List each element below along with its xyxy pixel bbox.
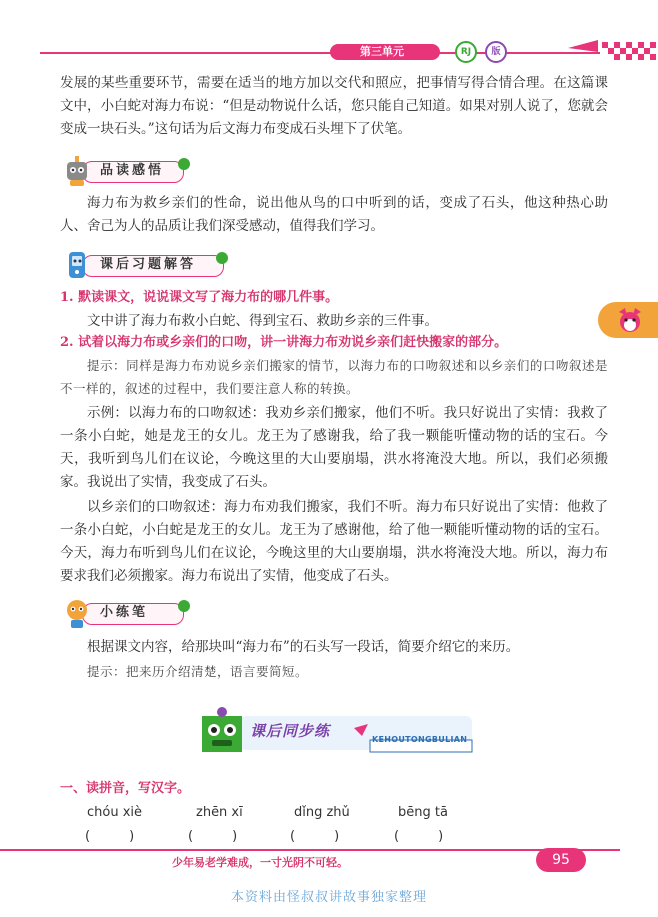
banner-title: 课后同步练 [250,722,331,740]
pinyin-3: dǐng zhǔ [294,805,350,820]
footer-motto: 少年易老学难成，一寸光阴不可轻。 [172,856,348,869]
edition-badge-ban: 版 [485,41,507,63]
green-dot-icon [178,158,190,170]
section-heading-practice [60,600,190,626]
page-number: 95 [536,848,586,872]
answer-blank-2[interactable]: ( ) [188,829,238,844]
section-heading-exercise [60,252,230,278]
pinyin-4: bēng tā [398,805,448,820]
answer-2-example-2: 以乡亲们的口吻叙述：海力布劝我们搬家，我们不听。海力布只好说出了实情：他救了一条小白蛇，小白蛇是龙王的女儿。龙王为了感谢他，给了他一颗能听懂动物的话的宝石。今天，海力布听到鸟儿们在议论，今晚这里的大山要崩塌，洪水将淹没大地。所以，海力布要求我们必须搬家。海力布说出了实情，他变成了石头。 [60,499,608,584]
pinyin-1: chóu xiè [87,805,143,820]
question-1: 1. 默读课文，说说课文写了海力布的哪几件事。 [60,290,339,305]
checker-decoration-icon [568,38,658,66]
banner-subtitle: KEHOUTONGBULIAN [372,735,468,744]
robot-mascot-icon [60,154,94,188]
answer-2-example-1: 示例：以海力布的口吻叙述：我劝乡亲们搬家，他们不听。我只好说出了实情：我救了一条小白蛇，她是龙王的女儿。龙王为了感谢我，给了我一颗能听懂动物的话的宝石。今天，我听到鸟儿们在议论，今晚这里的大山要崩塌，洪水将淹没大地。所以，我们必须搬家。我说出了实情，我变成了石头。 [60,405,608,490]
unit-label: 第三单元 [360,45,404,58]
pencil-mascot-icon [60,596,94,630]
answer-blank-3[interactable]: ( ) [290,829,340,844]
section-title: 小练笔 [100,605,149,620]
monster-mascot-icon [202,707,242,752]
green-dot-icon [178,600,190,612]
pindu-paragraph: 海力布为救乡亲们的性命，说出他从鸟的口中听到的话，变成了石头，他这种热心助人、舍己为人的品质让我们深受感动，值得我们学习。 [60,195,608,234]
intro-paragraph: 发展的某些重要环节，需要在适当的地方加以交代和照应，把事情写得合情合理。在这篇课文中，小白蛇对海力布说：“但是动物说什么话，您只能自己知道。如果对别人说了，您就会变成一块石头。”这句话为后文海力布变成石头埋下了伏笔。 [60,75,608,137]
question-2: 2. 试着以海力布或乡亲们的口吻，讲一讲海力布劝说乡亲们赶快搬家的部分。 [60,335,508,350]
watermark-text: 本资料由怪叔叔讲故事独家整理 [230,890,427,905]
header-rule [40,52,600,54]
green-dot-icon [216,252,228,264]
fox-face-icon [616,306,644,334]
phone-mascot-icon [60,248,94,282]
edition-badge-rj: RJ [455,41,477,63]
section-title: 品读感悟 [100,163,165,178]
practice-hint: 提示：把来历介绍清楚，语言要简短。 [87,664,309,679]
section-heading-pindu [60,158,190,184]
practice-paragraph: 根据课文内容，给那块叫“海力布”的石头写一段话，简要介绍它的来历。 [87,639,520,655]
answer-blank-4[interactable]: ( ) [394,829,444,844]
answer-1: 文中讲了海力布救小白蛇、得到宝石、救助乡亲的三件事。 [87,313,438,329]
banner-decoration [196,706,476,760]
footer-rule [0,849,620,851]
answer-2-hint: 提示：同样是海力布劝说乡亲们搬家的情节，以海力布的口吻叙述和以乡亲们的口吻叙述是不一样的，叙述的过程中，我们要注意人称的转换。 [60,358,608,396]
section-title: 课后习题解答 [100,257,197,272]
exercise-heading: 一、读拼音，写汉字。 [60,781,191,796]
answer-blank-1[interactable]: ( ) [85,829,135,844]
pinyin-2: zhēn xī [196,805,243,820]
